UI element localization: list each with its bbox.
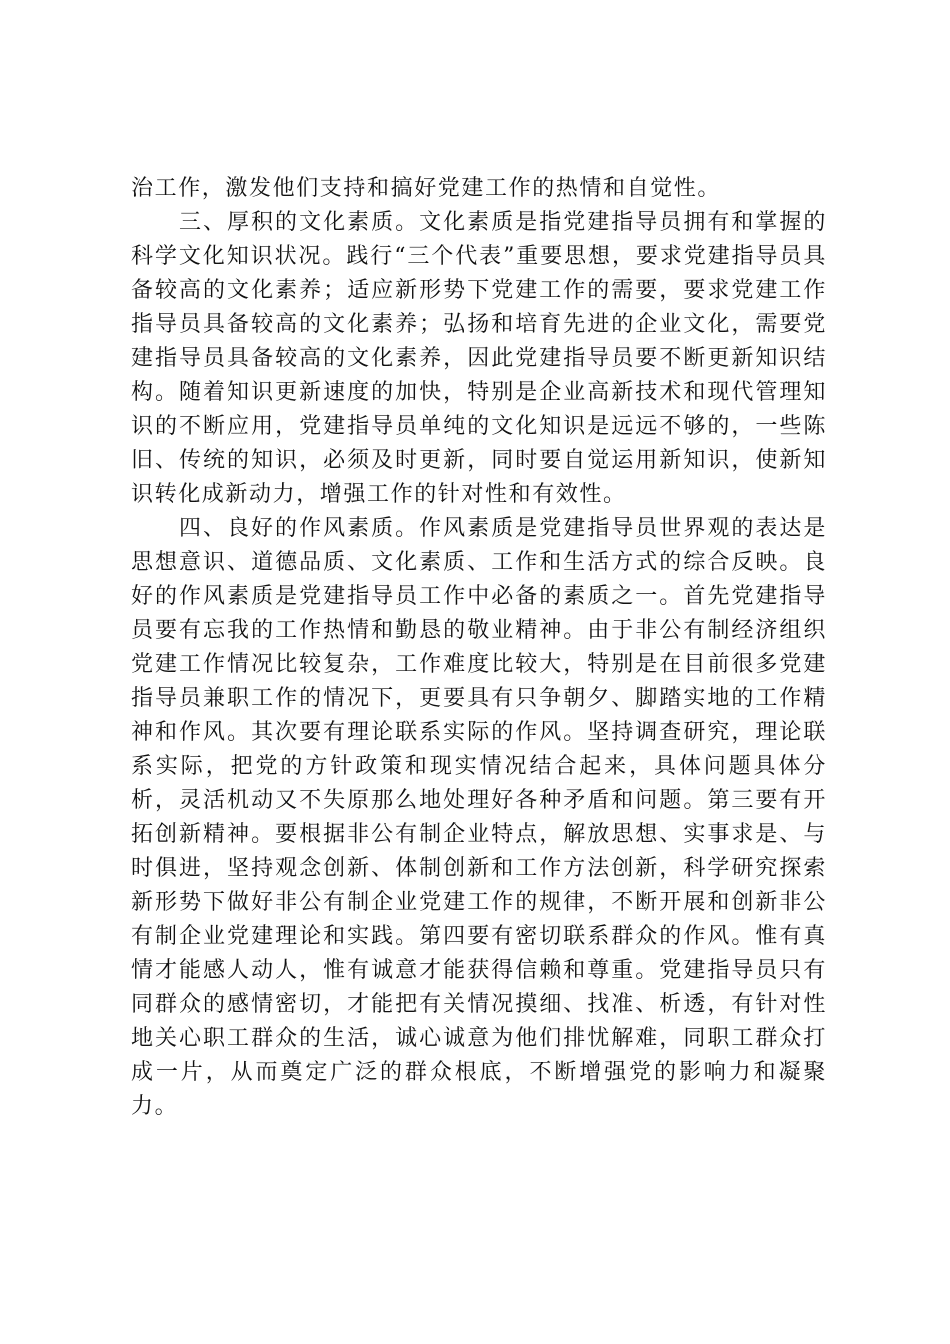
paragraph-cultural-quality: 三、厚积的文化素质。文化素质是指党建指导员拥有和掌握的科学文化知识状况。践行“三个代表”重要思想，要求党建指导员具备较高的文化素养；适应新形势下党建工作的需要，要求党建工作指导员具备较高的文化素养；弘扬和培育先进的企业文化，需要党建指导员具备较高的文化素养，因此党建指导员要不断更新知识结构。随着知识更新速度的加快，特别是企业高新技术和现代管理知识的不断应用，党建指导员单纯的文化知识是远远不够的，一些陈旧、传统的知识，必须及时更新，同时要自觉运用新知识，使新知识转化成新动力，增强工作的针对性和有效性。 bbox=[131, 210, 827, 507]
paragraph-work-style-quality: 四、良好的作风素质。作风素质是党建指导员世界观的表达是思想意识、道德品质、文化素质、工作和生活方式的综合反映。良好的作风素质是党建指导员工作中必备的素质之一。首先党建指导员要有忘我的工作热情和勤恳的敬业精神。由于非公有制经济组织党建工作情况比较复杂，工作难度比较大，特别是在目前很多党建指导员兼职工作的情况下，更要具有只争朝夕、脚踏实地的工作精神和作风。其次要有理论联系实际的作风。坚持调查研究，理论联系实际，把党的方针政策和现实情况结合起来，具体问题具体分析，灵活机动又不失原那么地处理好各种矛盾和问题。第三要有开拓创新精神。要根据非公有制企业特点，解放思想、实事求是、与时俱进，坚持观念创新、体制创新和工作方法创新，科学研究探索新形势下做好非公有制企业党建工作的规律，不断开展和创新非公有制企业党建理论和实践。第四要有密切联系群众的作风。惟有真情才能感人动人，惟有诚意才能获得信赖和尊重。党建指导员只有同群众的感情密切，才能把有关情况摸细、找准、析透，有针对性地关心职工群众的生活，诚心诚意为他们排忧解难，同职工群众打成一片，从而奠定广泛的群众根底，不断增强党的影响力和凝聚力。 bbox=[131, 516, 827, 1119]
body-text bbox=[131, 172, 827, 1124]
paragraph-continuation: 治工作，激发他们支持和搞好党建工作的热情和自觉性。 bbox=[131, 176, 722, 201]
